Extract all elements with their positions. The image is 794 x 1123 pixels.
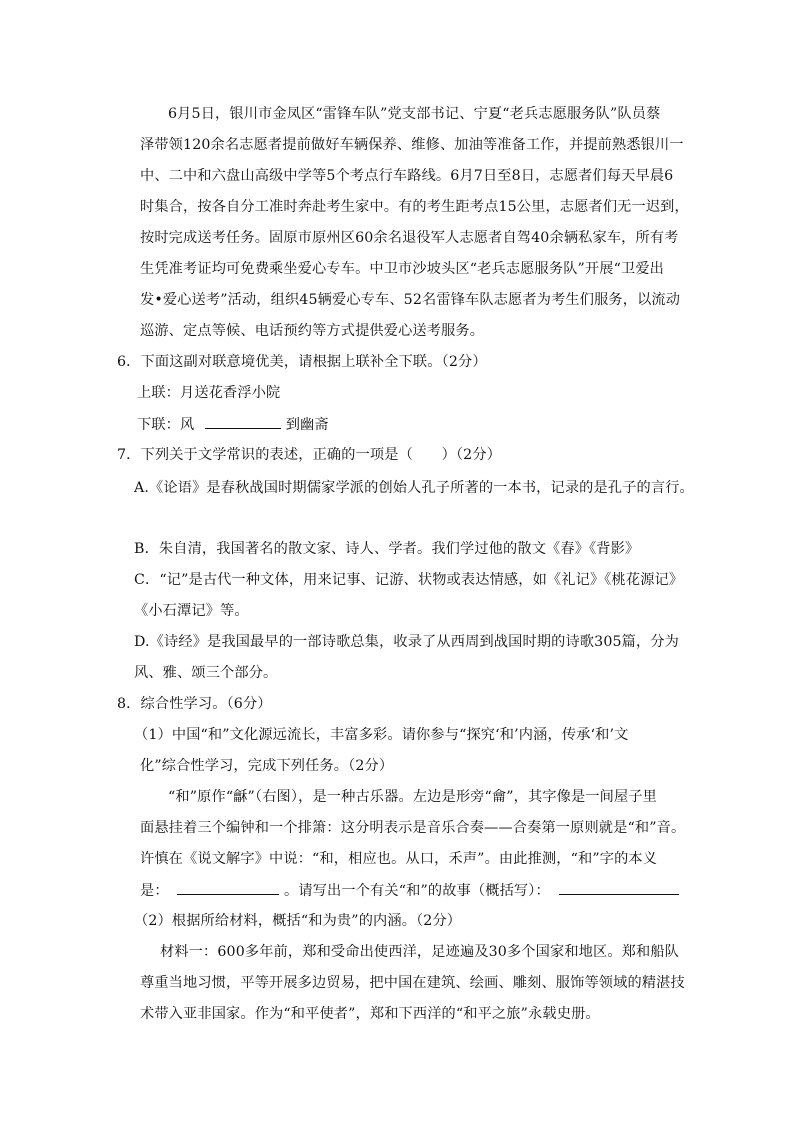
q7-option-c-line-2: 《小石潭记》等。 — [134, 603, 249, 619]
q6-lower-suffix: 到幽斋 — [285, 417, 329, 433]
passage-line-8: 巡游、定点等候、电话预约等方式提供爱心送考服务。 — [140, 323, 485, 339]
q8-stem: 8．综合性学习。（6分） — [117, 696, 272, 712]
q7-option-d-line-2: 风、雅、颂三个部分。 — [134, 665, 278, 681]
q8-sub2: （2）根据所给材料，概括“和为贵”的内涵。（2分） — [134, 913, 462, 929]
q7-option-c-line-1: C．“记”是古代一种文体，用来记事、记游、状物或表达情感，如《礼记》《桃花源记》 — [134, 572, 684, 588]
passage-line-6: 生凭准考证均可免费乘坐爱心专车。中卫市沙坡头区“老兵志愿服务队”开展“卫爱出 — [140, 261, 665, 277]
passage-line-5: 按时完成送考任务。固原市原州区60余名退役军人志愿者自驾40余辆私家车，所有考 — [140, 230, 679, 246]
q6-upper-couplet: 上联：月送花香浮小院 — [137, 385, 281, 401]
q6-lower-prefix: 下联：风 — [137, 417, 195, 433]
q7-option-a: A.《论语》是春秋战国时期儒家学派的创始人孔子所著的一本书，记录的是孔子的言行。 — [134, 480, 694, 496]
q8-para1-line-2: 面悬挂着三个编钟和一个排箫：这分明表示是音乐合奏——合奏第一原则就是“和”音。 — [140, 820, 686, 836]
q8-story-answer-blank[interactable] — [559, 880, 679, 895]
passage-line-2: 泽带领120余名志愿者提前做好车辆保养、维修、加油等准备工作，并提前熟悉银川一 — [140, 137, 684, 153]
q8-sub1-line-1: （1）中国“和”文化源远流长，丰富多彩。请你参与“探究‘和’内涵，传承‘和’文 — [134, 727, 629, 743]
q8-meaning-answer-blank[interactable] — [177, 880, 279, 895]
q6-lower-couplet — [137, 414, 329, 435]
q8-para1-line-4 — [140, 880, 679, 901]
q8-material1-line-2: 尊重当地习惯，平等开展多边贸易，把中国在建筑、绘画、雕刻、服饰等领域的精湛技 — [140, 975, 685, 991]
q8-para1-line-4-prefix: 是： — [140, 883, 169, 899]
q7-stem: 7．下列关于文学常识的表述，正确的一项是（ ）（2分） — [117, 447, 502, 463]
passage-line-4: 时集合，按各自分工准时奔赴考生家中。有的考生距考点15公里，志愿者们无一迟到， — [140, 199, 689, 215]
q8-material1-line-3: 术带入亚非国家。作为“和平使者”，郑和下西洋的“和平之旅”永载史册。 — [140, 1006, 600, 1022]
q7-option-b: B．朱自清，我国著名的散文家、诗人、学者。我们学过他的散文《春》《背影》 — [134, 541, 640, 557]
q6-stem: 6．下面这副对联意境优美，请根据上联补全下联。（2分） — [117, 354, 487, 370]
q8-para1-line-3: 许慎在《说文解字》中说：“和，相应也。从口，禾声”。由此推测，“和”字的本义 — [140, 851, 658, 867]
q8-para1-line-1: “和”原作“龢”（右图），是一种古乐器。左边是形旁“龠”，其字像是一间屋子里 — [168, 789, 658, 805]
passage-line-7: 发•爱心送考”活动，组织45辆爱心专车、52名雷锋车队志愿者为考生们服务，以流动 — [140, 292, 681, 308]
q8-sub1-line-2: 化”综合性学习，完成下列任务。（2分） — [140, 758, 394, 774]
passage-line-1: 6月5日，银川市金凤区“雷锋车队”党支部书记、宁夏“老兵志愿服务队”队员蔡 — [168, 106, 661, 122]
passage-line-3: 中、二中和六盘山高级中学等5个考点行车路线。6月7日至8日，志愿者们每天早晨6 — [140, 168, 674, 184]
q7-option-d-line-1: D.《诗经》是我国最早的一部诗歌总集，收录了从西周到战国时期的诗歌305篇，分为 — [134, 634, 680, 650]
q6-answer-blank[interactable] — [205, 414, 281, 429]
q8-para1-line-4-middle: 。请写出一个有关“和”的故事（概括写）： — [284, 883, 550, 899]
q8-material1-line-1: 材料一：600多年前，郑和受命出使西洋，足迹遍及30多个国家和地区。郑和船队 — [160, 944, 680, 960]
